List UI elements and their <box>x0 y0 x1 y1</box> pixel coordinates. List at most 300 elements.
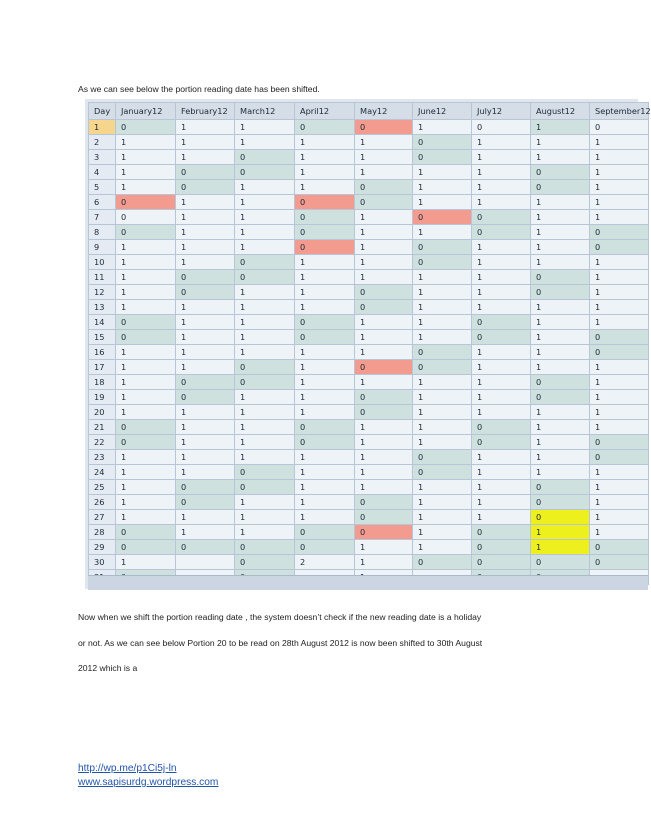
reading-cell[interactable]: 0 <box>295 225 355 240</box>
reading-cell[interactable]: 1 <box>235 300 295 315</box>
reading-cell[interactable]: 1 <box>413 315 472 330</box>
reading-cell[interactable]: 1 <box>355 135 413 150</box>
reading-cell[interactable]: 1 <box>295 270 355 285</box>
day-cell[interactable]: 20 <box>89 405 116 420</box>
reading-cell[interactable]: 1 <box>472 285 531 300</box>
reading-cell[interactable]: 0 <box>355 390 413 405</box>
reading-cell[interactable]: 1 <box>116 450 176 465</box>
reading-cell[interactable]: 1 <box>590 420 649 435</box>
column-header[interactable]: February12 <box>176 103 235 120</box>
reading-cell[interactable]: 1 <box>235 495 295 510</box>
reading-cell[interactable]: 0 <box>531 390 590 405</box>
reading-cell[interactable]: 1 <box>295 345 355 360</box>
reading-cell[interactable]: 1 <box>116 495 176 510</box>
reading-cell[interactable]: 1 <box>355 450 413 465</box>
reading-cell[interactable]: 1 <box>295 285 355 300</box>
reading-cell[interactable]: 0 <box>355 300 413 315</box>
reading-cell[interactable]: 1 <box>176 405 235 420</box>
reading-cell[interactable]: 1 <box>413 435 472 450</box>
reading-cell[interactable]: 1 <box>472 465 531 480</box>
reading-cell[interactable]: 0 <box>116 420 176 435</box>
reading-cell[interactable]: 1 <box>413 195 472 210</box>
reading-cell[interactable]: 1 <box>590 375 649 390</box>
reading-cell[interactable]: 0 <box>176 285 235 300</box>
reading-cell[interactable]: 1 <box>176 330 235 345</box>
reading-cell[interactable]: 1 <box>531 435 590 450</box>
day-cell[interactable]: 8 <box>89 225 116 240</box>
reading-cell[interactable]: 0 <box>472 315 531 330</box>
reading-cell[interactable]: 1 <box>176 450 235 465</box>
reading-cell[interactable]: 1 <box>176 150 235 165</box>
reading-cell[interactable]: 1 <box>235 180 295 195</box>
reading-cell[interactable]: 0 <box>413 240 472 255</box>
reading-cell[interactable]: 1 <box>413 300 472 315</box>
reading-cell[interactable]: 0 <box>235 150 295 165</box>
reading-cell[interactable]: 0 <box>176 180 235 195</box>
day-cell[interactable]: 4 <box>89 165 116 180</box>
reading-cell[interactable]: 0 <box>355 180 413 195</box>
column-header[interactable]: April12 <box>295 103 355 120</box>
reading-cell[interactable]: 1 <box>472 345 531 360</box>
reading-cell[interactable]: 0 <box>295 435 355 450</box>
reading-cell[interactable]: 0 <box>472 420 531 435</box>
reading-cell[interactable]: 0 <box>295 315 355 330</box>
reading-cell[interactable]: 0 <box>355 525 413 540</box>
reading-cell[interactable]: 0 <box>116 195 176 210</box>
day-cell[interactable]: 30 <box>89 555 116 570</box>
day-cell[interactable]: 3 <box>89 150 116 165</box>
reading-cell[interactable]: 1 <box>235 345 295 360</box>
reading-cell[interactable]: 1 <box>590 300 649 315</box>
reading-cell[interactable]: 1 <box>531 210 590 225</box>
reading-cell[interactable]: 1 <box>590 525 649 540</box>
reading-cell[interactable]: 0 <box>413 555 472 570</box>
day-cell[interactable]: 21 <box>89 420 116 435</box>
reading-cell[interactable]: 1 <box>176 300 235 315</box>
reading-cell[interactable]: 1 <box>116 240 176 255</box>
reading-cell[interactable]: 0 <box>176 540 235 555</box>
reading-cell[interactable]: 1 <box>355 210 413 225</box>
reading-cell[interactable]: 1 <box>590 195 649 210</box>
reading-cell[interactable]: 1 <box>235 510 295 525</box>
reading-cell[interactable]: 1 <box>116 270 176 285</box>
reading-cell[interactable]: 0 <box>235 165 295 180</box>
reading-cell[interactable]: 0 <box>295 330 355 345</box>
reading-cell[interactable]: 1 <box>531 225 590 240</box>
reading-cell[interactable]: 0 <box>472 525 531 540</box>
reading-cell[interactable]: 1 <box>355 240 413 255</box>
reading-cell[interactable]: 0 <box>355 195 413 210</box>
reading-cell[interactable]: 1 <box>355 165 413 180</box>
day-cell[interactable]: 26 <box>89 495 116 510</box>
reading-cell[interactable]: 1 <box>531 405 590 420</box>
reading-cell[interactable]: 1 <box>413 480 472 495</box>
day-cell[interactable]: 29 <box>89 540 116 555</box>
reading-cell[interactable]: 0 <box>531 375 590 390</box>
reading-cell[interactable]: 1 <box>413 510 472 525</box>
reading-cell[interactable]: 1 <box>472 390 531 405</box>
reading-cell[interactable]: 1 <box>235 390 295 405</box>
reading-cell[interactable]: 1 <box>116 555 176 570</box>
reading-cell[interactable]: 0 <box>590 240 649 255</box>
reading-cell[interactable]: 1 <box>590 315 649 330</box>
reading-cell[interactable]: 0 <box>235 480 295 495</box>
reading-cell[interactable]: 0 <box>355 495 413 510</box>
reading-cell[interactable]: 1 <box>590 165 649 180</box>
reading-cell[interactable]: 1 <box>590 255 649 270</box>
reading-cell[interactable]: 0 <box>590 330 649 345</box>
reading-cell[interactable]: 1 <box>295 510 355 525</box>
reading-cell[interactable]: 0 <box>472 540 531 555</box>
reading-cell[interactable]: 0 <box>176 165 235 180</box>
reading-cell[interactable]: 0 <box>176 270 235 285</box>
reading-cell[interactable]: 0 <box>590 540 649 555</box>
reading-cell[interactable]: 1 <box>531 255 590 270</box>
reading-cell[interactable]: 1 <box>176 315 235 330</box>
reading-cell[interactable]: 0 <box>235 360 295 375</box>
reading-cell[interactable]: 1 <box>531 300 590 315</box>
reading-cell[interactable]: 1 <box>235 240 295 255</box>
reading-cell[interactable]: 1 <box>472 495 531 510</box>
reading-cell[interactable]: 0 <box>531 555 590 570</box>
day-cell[interactable]: 25 <box>89 480 116 495</box>
reading-cell[interactable]: 1 <box>355 480 413 495</box>
reading-cell[interactable]: 0 <box>295 540 355 555</box>
reading-cell[interactable]: 1 <box>590 150 649 165</box>
reading-cell[interactable]: 1 <box>295 165 355 180</box>
reading-cell[interactable]: 0 <box>590 120 649 135</box>
reading-cell[interactable]: 1 <box>413 180 472 195</box>
reading-cell[interactable] <box>176 555 235 570</box>
day-cell[interactable]: 17 <box>89 360 116 375</box>
reading-cell[interactable]: 1 <box>531 525 590 540</box>
reading-cell[interactable]: 1 <box>176 465 235 480</box>
reading-cell[interactable]: 1 <box>590 210 649 225</box>
day-cell[interactable]: 23 <box>89 450 116 465</box>
reading-cell[interactable]: 1 <box>295 465 355 480</box>
reading-cell[interactable]: 0 <box>355 510 413 525</box>
reading-cell[interactable]: 0 <box>531 285 590 300</box>
reading-cell[interactable]: 1 <box>531 540 590 555</box>
day-cell[interactable]: 2 <box>89 135 116 150</box>
reading-cell[interactable]: 1 <box>295 405 355 420</box>
reading-cell[interactable]: 1 <box>355 150 413 165</box>
reading-cell[interactable]: 1 <box>235 120 295 135</box>
reading-cell[interactable]: 1 <box>472 135 531 150</box>
reading-cell[interactable]: 0 <box>116 330 176 345</box>
reading-cell[interactable]: 1 <box>235 135 295 150</box>
reading-cell[interactable]: 1 <box>235 405 295 420</box>
reading-cell[interactable]: 1 <box>413 540 472 555</box>
reading-cell[interactable]: 1 <box>531 195 590 210</box>
reading-cell[interactable]: 1 <box>116 150 176 165</box>
reading-cell[interactable]: 1 <box>413 120 472 135</box>
reading-cell[interactable]: 0 <box>590 555 649 570</box>
reading-cell[interactable]: 1 <box>413 525 472 540</box>
reading-cell[interactable]: 1 <box>531 150 590 165</box>
reading-cell[interactable]: 1 <box>176 360 235 375</box>
reading-cell[interactable]: 1 <box>472 450 531 465</box>
reading-cell[interactable]: 0 <box>413 150 472 165</box>
reading-cell[interactable]: 0 <box>472 225 531 240</box>
reading-cell[interactable]: 0 <box>116 435 176 450</box>
reading-cell[interactable]: 1 <box>176 525 235 540</box>
reading-cell[interactable]: 1 <box>295 180 355 195</box>
reading-cell[interactable]: 1 <box>472 375 531 390</box>
reading-cell[interactable]: 1 <box>472 405 531 420</box>
reading-cell[interactable]: 0 <box>176 480 235 495</box>
reading-cell[interactable]: 0 <box>355 405 413 420</box>
reading-cell[interactable]: 1 <box>116 360 176 375</box>
reading-cell[interactable]: 1 <box>176 120 235 135</box>
day-cell[interactable]: 6 <box>89 195 116 210</box>
reading-cell[interactable]: 1 <box>235 225 295 240</box>
reading-cell[interactable]: 0 <box>413 255 472 270</box>
reading-cell[interactable]: 1 <box>531 465 590 480</box>
reading-cell[interactable]: 1 <box>176 255 235 270</box>
reading-cell[interactable]: 1 <box>590 480 649 495</box>
day-cell[interactable]: 28 <box>89 525 116 540</box>
reading-cell[interactable]: 1 <box>295 255 355 270</box>
reading-cell[interactable]: 1 <box>413 375 472 390</box>
reading-cell[interactable]: 1 <box>355 540 413 555</box>
reading-cell[interactable]: 1 <box>176 210 235 225</box>
reading-cell[interactable]: 1 <box>235 525 295 540</box>
reading-cell[interactable]: 1 <box>116 165 176 180</box>
reading-cell[interactable]: 1 <box>295 480 355 495</box>
reading-cell[interactable]: 1 <box>116 285 176 300</box>
reading-cell[interactable]: 1 <box>590 285 649 300</box>
reading-cell[interactable]: 0 <box>531 510 590 525</box>
reading-cell[interactable]: 1 <box>355 555 413 570</box>
day-cell[interactable]: 12 <box>89 285 116 300</box>
reading-cell[interactable]: 1 <box>295 150 355 165</box>
reading-cell[interactable]: 1 <box>116 390 176 405</box>
reading-cell[interactable]: 0 <box>590 225 649 240</box>
reading-cell[interactable]: 1 <box>116 510 176 525</box>
reading-cell[interactable]: 0 <box>116 225 176 240</box>
reading-cell[interactable]: 0 <box>295 525 355 540</box>
reading-cell[interactable]: 1 <box>235 435 295 450</box>
day-cell[interactable]: 7 <box>89 210 116 225</box>
column-header[interactable]: August12 <box>531 103 590 120</box>
reading-cell[interactable]: 0 <box>472 555 531 570</box>
reading-cell[interactable]: 1 <box>116 300 176 315</box>
column-header[interactable]: September12 <box>590 103 649 120</box>
reading-cell[interactable]: 0 <box>531 495 590 510</box>
column-header[interactable]: March12 <box>235 103 295 120</box>
column-header[interactable]: May12 <box>355 103 413 120</box>
reading-cell[interactable]: 0 <box>531 480 590 495</box>
reading-cell[interactable]: 1 <box>413 270 472 285</box>
reading-cell[interactable]: 1 <box>472 240 531 255</box>
reading-cell[interactable]: 1 <box>413 495 472 510</box>
reading-cell[interactable]: 1 <box>355 345 413 360</box>
reading-cell[interactable]: 0 <box>116 525 176 540</box>
reading-cell[interactable]: 1 <box>235 330 295 345</box>
reading-cell[interactable]: 1 <box>235 285 295 300</box>
reading-cell[interactable]: 0 <box>413 360 472 375</box>
reading-cell[interactable]: 1 <box>472 300 531 315</box>
reading-cell[interactable]: 1 <box>235 315 295 330</box>
reading-cell[interactable]: 0 <box>116 315 176 330</box>
day-cell[interactable]: 1 <box>89 120 116 135</box>
reading-cell[interactable]: 0 <box>235 375 295 390</box>
reading-cell[interactable]: 0 <box>531 165 590 180</box>
table-horizontal-scrollbar[interactable] <box>88 575 648 590</box>
reading-cell[interactable]: 0 <box>413 450 472 465</box>
reading-cell[interactable]: 0 <box>235 270 295 285</box>
reading-cell[interactable]: 1 <box>235 210 295 225</box>
reading-cell[interactable]: 0 <box>355 285 413 300</box>
reading-cell[interactable]: 1 <box>472 150 531 165</box>
reading-cell[interactable]: 0 <box>355 360 413 375</box>
reading-cell[interactable]: 0 <box>295 195 355 210</box>
reading-cell[interactable]: 0 <box>295 210 355 225</box>
reading-cell[interactable]: 1 <box>355 330 413 345</box>
reading-cell[interactable]: 1 <box>413 390 472 405</box>
reading-cell[interactable]: 1 <box>355 465 413 480</box>
day-cell[interactable]: 19 <box>89 390 116 405</box>
reading-cell[interactable]: 1 <box>472 360 531 375</box>
reading-cell[interactable]: 1 <box>413 285 472 300</box>
reading-cell[interactable]: 1 <box>295 300 355 315</box>
reading-cell[interactable]: 0 <box>295 420 355 435</box>
reading-cell[interactable]: 1 <box>531 420 590 435</box>
reading-cell[interactable]: 0 <box>355 120 413 135</box>
reading-cell[interactable]: 1 <box>531 120 590 135</box>
reading-cell[interactable]: 1 <box>531 330 590 345</box>
reading-cell[interactable]: 1 <box>531 135 590 150</box>
reading-cell[interactable]: 1 <box>116 255 176 270</box>
reading-cell[interactable]: 1 <box>590 465 649 480</box>
reading-cell[interactable]: 0 <box>531 270 590 285</box>
reading-cell[interactable]: 1 <box>355 420 413 435</box>
reading-cell[interactable]: 0 <box>176 390 235 405</box>
reading-cell[interactable]: 1 <box>472 195 531 210</box>
reading-cell[interactable]: 1 <box>176 435 235 450</box>
reading-cell[interactable]: 1 <box>590 180 649 195</box>
reading-cell[interactable]: 1 <box>355 375 413 390</box>
reading-cell[interactable]: 1 <box>295 450 355 465</box>
reading-cell[interactable]: 1 <box>413 405 472 420</box>
reading-cell[interactable]: 0 <box>472 435 531 450</box>
reading-cell[interactable]: 1 <box>116 375 176 390</box>
reading-cell[interactable]: 1 <box>176 240 235 255</box>
reading-cell[interactable]: 1 <box>116 480 176 495</box>
reading-cell[interactable]: 1 <box>235 195 295 210</box>
reading-cell[interactable]: 1 <box>295 495 355 510</box>
reading-cell[interactable]: 1 <box>590 135 649 150</box>
reading-cell[interactable]: 0 <box>116 210 176 225</box>
day-cell[interactable]: 14 <box>89 315 116 330</box>
reading-cell[interactable]: 1 <box>355 225 413 240</box>
short-link[interactable]: http://wp.me/p1Ci5j-ln <box>78 763 177 774</box>
reading-cell[interactable]: 1 <box>590 390 649 405</box>
reading-cell[interactable]: 1 <box>176 510 235 525</box>
reading-cell[interactable]: 0 <box>176 495 235 510</box>
reading-cell[interactable]: 1 <box>355 255 413 270</box>
reading-cell[interactable]: 1 <box>235 450 295 465</box>
day-cell[interactable]: 5 <box>89 180 116 195</box>
reading-cell[interactable]: 0 <box>176 375 235 390</box>
reading-cell[interactable]: 0 <box>295 120 355 135</box>
reading-cell[interactable]: 1 <box>472 510 531 525</box>
reading-cell[interactable]: 0 <box>116 120 176 135</box>
day-cell[interactable]: 27 <box>89 510 116 525</box>
reading-cell[interactable]: 1 <box>295 360 355 375</box>
day-cell[interactable]: 22 <box>89 435 116 450</box>
reading-cell[interactable]: 0 <box>590 435 649 450</box>
reading-cell[interactable]: 0 <box>590 345 649 360</box>
reading-cell[interactable]: 0 <box>472 330 531 345</box>
column-header[interactable]: Day <box>89 103 116 120</box>
reading-cell[interactable]: 1 <box>413 420 472 435</box>
reading-cell[interactable]: 1 <box>116 465 176 480</box>
column-header[interactable]: June12 <box>413 103 472 120</box>
reading-cell[interactable]: 1 <box>116 405 176 420</box>
reading-cell[interactable]: 1 <box>116 180 176 195</box>
reading-cell[interactable]: 1 <box>413 330 472 345</box>
day-cell[interactable]: 10 <box>89 255 116 270</box>
reading-cell[interactable]: 1 <box>590 360 649 375</box>
reading-cell[interactable]: 1 <box>531 315 590 330</box>
reading-cell[interactable]: 0 <box>235 540 295 555</box>
day-cell[interactable]: 13 <box>89 300 116 315</box>
reading-cell[interactable]: 0 <box>235 465 295 480</box>
reading-cell[interactable]: 1 <box>531 450 590 465</box>
reading-cell[interactable]: 0 <box>472 120 531 135</box>
reading-cell[interactable]: 1 <box>355 270 413 285</box>
reading-cell[interactable]: 1 <box>116 345 176 360</box>
reading-cell[interactable]: 1 <box>176 345 235 360</box>
reading-cell[interactable]: 1 <box>472 270 531 285</box>
reading-cell[interactable]: 0 <box>413 210 472 225</box>
reading-cell[interactable]: 1 <box>176 225 235 240</box>
reading-cell[interactable]: 1 <box>472 480 531 495</box>
reading-cell[interactable]: 1 <box>413 165 472 180</box>
reading-cell[interactable]: 2 <box>295 555 355 570</box>
reading-cell[interactable]: 0 <box>235 255 295 270</box>
column-header[interactable]: January12 <box>116 103 176 120</box>
reading-cell[interactable]: 1 <box>116 135 176 150</box>
reading-cell[interactable]: 1 <box>472 180 531 195</box>
reading-cell[interactable]: 1 <box>176 420 235 435</box>
reading-cell[interactable]: 0 <box>235 555 295 570</box>
reading-cell[interactable]: 1 <box>590 495 649 510</box>
reading-cell[interactable]: 1 <box>235 420 295 435</box>
reading-cell[interactable]: 0 <box>590 450 649 465</box>
reading-cell[interactable]: 1 <box>176 195 235 210</box>
day-cell[interactable]: 24 <box>89 465 116 480</box>
column-header[interactable]: July12 <box>472 103 531 120</box>
reading-cell[interactable]: 1 <box>472 165 531 180</box>
reading-cell[interactable]: 0 <box>413 345 472 360</box>
day-cell[interactable]: 15 <box>89 330 116 345</box>
reading-cell[interactable]: 1 <box>531 345 590 360</box>
reading-cell[interactable]: 0 <box>295 240 355 255</box>
day-cell[interactable]: 9 <box>89 240 116 255</box>
day-cell[interactable]: 18 <box>89 375 116 390</box>
day-cell[interactable]: 11 <box>89 270 116 285</box>
reading-cell[interactable]: 1 <box>295 390 355 405</box>
day-cell[interactable]: 16 <box>89 345 116 360</box>
reading-cell[interactable]: 0 <box>116 540 176 555</box>
reading-cell[interactable]: 1 <box>176 135 235 150</box>
reading-cell[interactable]: 1 <box>590 510 649 525</box>
reading-cell[interactable]: 1 <box>295 375 355 390</box>
reading-cell[interactable]: 1 <box>531 240 590 255</box>
